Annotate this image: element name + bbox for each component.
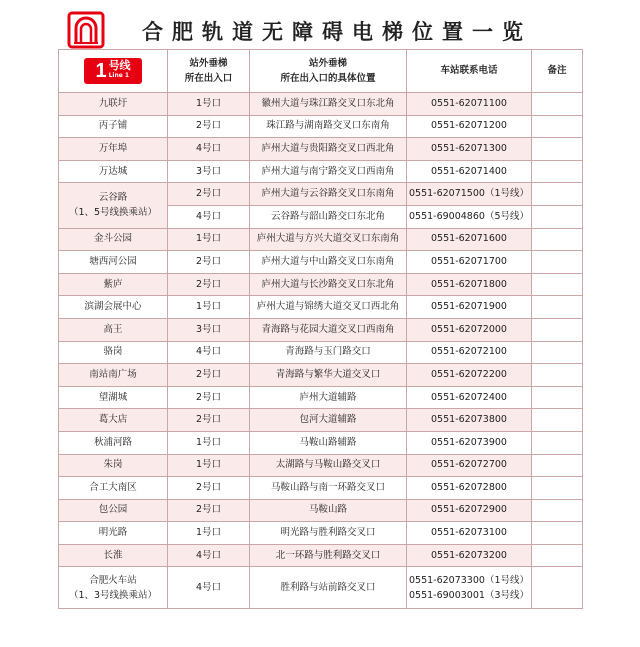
- exit-number: 2号口: [168, 183, 250, 206]
- station-phone: 0551-62072800: [407, 477, 532, 500]
- exit-number: 3号口: [168, 318, 250, 341]
- note-cell: [532, 386, 583, 409]
- note-cell: [532, 364, 583, 387]
- station-name: 望湖城: [59, 386, 168, 409]
- station-name: 万达城: [59, 160, 168, 183]
- station-phone: 0551-62072100: [407, 341, 532, 364]
- station-phone: 0551-62072900: [407, 499, 532, 522]
- exit-position: 庐州大道辅路: [250, 386, 407, 409]
- line-1-badge: 1 号线 Line 1: [84, 58, 142, 84]
- table-row: [59, 115, 583, 138]
- exit-number: 4号口: [168, 205, 250, 228]
- station-phone: 0551-62071900: [407, 296, 532, 319]
- table-header-row: [59, 50, 583, 93]
- station-name: 骆岗: [59, 341, 168, 364]
- station-name: 明光路: [59, 522, 168, 545]
- station-name: 葛大店: [59, 409, 168, 432]
- note-cell: [532, 341, 583, 364]
- station-name: 秋浦河路: [59, 431, 168, 454]
- exit-position: 明光路与胜利路交叉口: [250, 522, 407, 545]
- station-name: 云谷路 （1、5号线换乘站）: [59, 183, 168, 228]
- exit-number: 3号口: [168, 160, 250, 183]
- table-row: [59, 409, 583, 432]
- table-row: [59, 477, 583, 500]
- station-phone: 0551-62072200: [407, 364, 532, 387]
- station-name: 万年埠: [59, 138, 168, 161]
- exit-number: 2号口: [168, 409, 250, 432]
- table-row: [59, 499, 583, 522]
- station-name: 塘西河公园: [59, 251, 168, 274]
- exit-position: 胜利路与站前路交叉口: [250, 567, 407, 609]
- hefei-metro-logo-icon: [66, 10, 106, 50]
- table-row: [59, 341, 583, 364]
- table-row: [59, 93, 583, 116]
- station-phone: 0551-62071700: [407, 251, 532, 274]
- exit-number: 1号口: [168, 522, 250, 545]
- station-phone: 0551-62071400: [407, 160, 532, 183]
- station-phone: 0551-62071100: [407, 93, 532, 116]
- station-name: 紫庐: [59, 273, 168, 296]
- note-cell: [532, 251, 583, 274]
- header-note: 备注: [532, 50, 583, 93]
- table-row: [59, 228, 583, 251]
- exit-number: 4号口: [168, 341, 250, 364]
- station-phone: 0551-62072400: [407, 386, 532, 409]
- station-phone: 0551-62071800: [407, 273, 532, 296]
- station-phone: 0551-62071600: [407, 228, 532, 251]
- station-phone: 0551-62071200: [407, 115, 532, 138]
- note-cell: [532, 454, 583, 477]
- table-row: [59, 251, 583, 274]
- note-cell: [532, 205, 583, 228]
- exit-number: 1号口: [168, 93, 250, 116]
- exit-position: 马鞍山路: [250, 499, 407, 522]
- exit-position: 马鞍山路与南一环路交叉口: [250, 477, 407, 500]
- station-phone: 0551-62073100: [407, 522, 532, 545]
- exit-position: 云谷路与韶山路交口东北角: [250, 205, 407, 228]
- note-cell: [532, 273, 583, 296]
- exit-number: 4号口: [168, 138, 250, 161]
- exit-position: 庐州大道与锦绣大道交叉口西北角: [250, 296, 407, 319]
- exit-position: 马鞍山路辅路: [250, 431, 407, 454]
- exit-number: 2号口: [168, 273, 250, 296]
- station-phone: 0551-62072000: [407, 318, 532, 341]
- note-cell: [532, 160, 583, 183]
- table-row: [59, 296, 583, 319]
- station-name: 九联圩: [59, 93, 168, 116]
- table-row: [59, 567, 583, 609]
- table-row: [59, 454, 583, 477]
- station-phone: 0551-69004860（5号线）: [407, 205, 532, 228]
- station-phone: 0551-62071500（1号线）: [407, 183, 532, 206]
- exit-number: 1号口: [168, 454, 250, 477]
- note-cell: [532, 228, 583, 251]
- note-cell: [532, 183, 583, 206]
- exit-position: 青海路与花园大道交叉口西南角: [250, 318, 407, 341]
- exit-position: 庐州大道与中山路交叉口东南角: [250, 251, 407, 274]
- station-name: 合肥火车站 （1、3号线换乘站）: [59, 567, 168, 609]
- exit-number: 4号口: [168, 567, 250, 609]
- page-title: 合肥轨道无障碍电梯位置一览: [142, 20, 532, 44]
- exit-position: 包河大道辅路: [250, 409, 407, 432]
- station-phone: 0551-62071300: [407, 138, 532, 161]
- exit-number: 4号口: [168, 544, 250, 567]
- exit-number: 2号口: [168, 251, 250, 274]
- note-cell: [532, 499, 583, 522]
- exit-number: 2号口: [168, 477, 250, 500]
- note-cell: [532, 138, 583, 161]
- exit-position: 庐州大道与贵阳路交叉口西北角: [250, 138, 407, 161]
- elevator-table: [58, 49, 583, 609]
- note-cell: [532, 522, 583, 545]
- table-row: [59, 544, 583, 567]
- table-row: [59, 386, 583, 409]
- note-cell: [532, 544, 583, 567]
- note-cell: [532, 409, 583, 432]
- station-phone: 0551-62072700: [407, 454, 532, 477]
- exit-position: 太湖路与马鞍山路交叉口: [250, 454, 407, 477]
- exit-number: 1号口: [168, 228, 250, 251]
- table-row: [59, 138, 583, 161]
- exit-position: 珠江路与湖南路交叉口东南角: [250, 115, 407, 138]
- exit-position: 北一环路与胜利路交叉口: [250, 544, 407, 567]
- note-cell: [532, 93, 583, 116]
- exit-position: 庐州大道与长沙路交叉口东北角: [250, 273, 407, 296]
- station-phone: 0551-62073900: [407, 431, 532, 454]
- exit-position: 庐州大道与方兴大道交叉口东南角: [250, 228, 407, 251]
- exit-number: 1号口: [168, 296, 250, 319]
- exit-number: 2号口: [168, 499, 250, 522]
- exit-number: 2号口: [168, 115, 250, 138]
- page-header: [0, 0, 640, 48]
- station-name: 金斗公园: [59, 228, 168, 251]
- station-name: 长淮: [59, 544, 168, 567]
- exit-position: 徽州大道与珠江路交叉口东北角: [250, 93, 407, 116]
- station-phone: 0551-62073800: [407, 409, 532, 432]
- exit-position: 青海路与繁华大道交叉口: [250, 364, 407, 387]
- note-cell: [532, 431, 583, 454]
- station-phone: 0551-62073300（1号线） 0551-69003001（3号线）: [407, 567, 532, 609]
- exit-number: 2号口: [168, 364, 250, 387]
- note-cell: [532, 318, 583, 341]
- table-row: [59, 522, 583, 545]
- station-name: 高王: [59, 318, 168, 341]
- exit-number: 1号口: [168, 431, 250, 454]
- note-cell: [532, 115, 583, 138]
- station-phone: 0551-62073200: [407, 544, 532, 567]
- station-name: 南站南广场: [59, 364, 168, 387]
- exit-position: 庐州大道与云谷路交叉口东南角: [250, 183, 407, 206]
- header-phone: 车站联系电话: [407, 50, 532, 93]
- exit-number: 2号口: [168, 386, 250, 409]
- header-position: 站外垂梯 所在出入口的具体位置: [250, 50, 407, 93]
- note-cell: [532, 477, 583, 500]
- header-exit: 站外垂梯 所在出入口: [168, 50, 250, 93]
- station-name: 合工大南区: [59, 477, 168, 500]
- exit-position: 青海路与玉门路交口: [250, 341, 407, 364]
- note-cell: [532, 567, 583, 609]
- station-name: 包公园: [59, 499, 168, 522]
- table-row: [59, 183, 583, 206]
- table-row: [59, 364, 583, 387]
- table-row: [59, 431, 583, 454]
- table-row: [59, 160, 583, 183]
- station-name: 滨湖会展中心: [59, 296, 168, 319]
- table-row: [59, 273, 583, 296]
- exit-position: 庐州大道与南宁路交叉口西南角: [250, 160, 407, 183]
- line-badge-cell: [59, 50, 168, 93]
- station-name: 丙子铺: [59, 115, 168, 138]
- table-row: [59, 318, 583, 341]
- station-name: 朱岗: [59, 454, 168, 477]
- note-cell: [532, 296, 583, 319]
